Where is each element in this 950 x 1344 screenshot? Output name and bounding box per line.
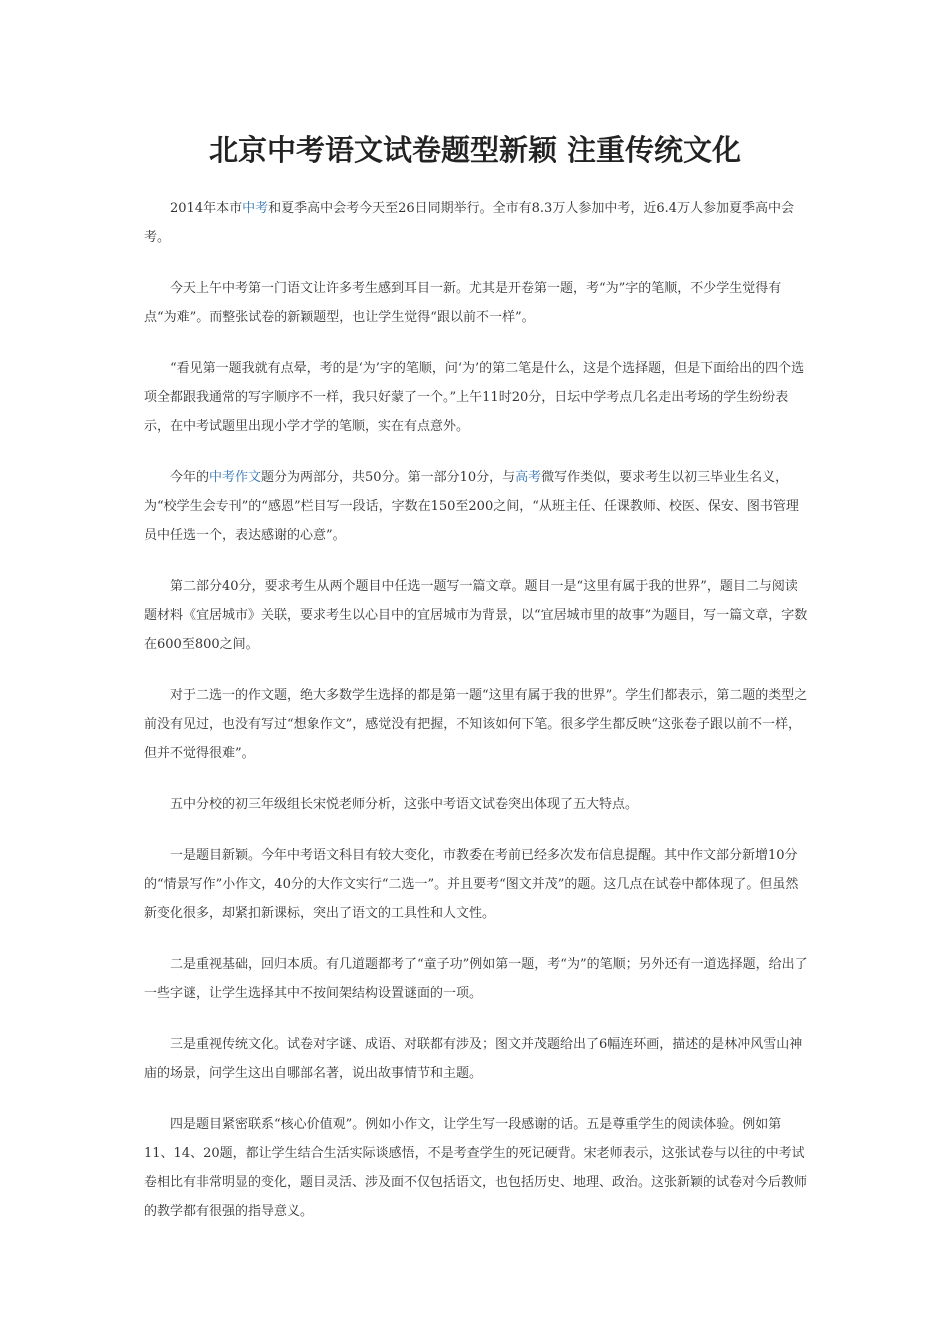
paragraph-4-text-b: 题分为两部分，共50分。第一部分10分，与 <box>261 470 516 485</box>
paragraph-1-text-b: 和夏季高中会考今天至26日同期举行。全市有8.3万人参加中考，近6.4万人参加夏季高中会考。 <box>144 201 795 245</box>
paragraph-4-text-c: 微写作类似，要求考生以初三毕业生名义，为“校学生会专刊”的“感恩”栏目写一段话，字数在150至200之间，“从班主任、任课教师、校医、保安、图书管理员中任选一个，表达感谢的心意”。 <box>144 470 799 543</box>
link-zhongkao[interactable]: 中考 <box>242 201 269 216</box>
paragraph-9: 二是重视基础，回归本质。有几道题都考了“童子功”例如第一题，考“为”的笔顺；另外还有一道选择题，给出了一些字谜，让学生选择其中不按间架结构设置谜面的一项。 <box>144 957 808 1001</box>
paragraph-10: 三是重视传统文化。试卷对字谜、成语、对联都有涉及；图文并茂题给出了6幅连环画，描述的是林冲风雪山神庙的场景，问学生这出自哪部名著，说出故事情节和主题。 <box>144 1037 803 1081</box>
paragraph-5: 第二部分40分，要求考生从两个题目中任选一题写一篇文章。题目一是“这里有属于我的世界”，题目二与阅读题材料《宜居城市》关联，要求考生以心目中的宜居城市为背景，以“宜居城市里的故事”为题目，写一篇文章，字数在600至800之间。 <box>144 579 808 652</box>
paragraph-11: 四是题目紧密联系“核心价值观”。例如小作文，让学生写一段感谢的话。五是尊重学生的阅读体验。例如第11、14、20题，都让学生结合生活实际谈感悟，不是考查学生的死记硬背。宋老师表示，这张试卷与以往的中考试卷相比有非常明显的变化，题目灵活、涉及面不仅包括语文，也包括历史、地理、政治。这张新颖的试卷对今后教师的教学都有很强的指导意义。 <box>144 1117 808 1219</box>
paragraph-6: 对于二选一的作文题，绝大多数学生选择的都是第一题“这里有属于我的世界”。学生们都表示，第二题的类型之前没有见过，也没有写过“想象作文”，感觉没有把握，不知该如何下笔。很多学生都反映“这张卷子跟以前不一样，但并不觉得很难”。 <box>144 688 808 761</box>
paragraph-2: 今天上午中考第一门语文让许多考生感到耳目一新。尤其是开卷第一题，考“为”字的笔顺，不少学生觉得有点“为难”。而整张试卷的新颖题型，也让学生觉得“跟以前不一样”。 <box>144 281 782 325</box>
paragraph-4 <box>144 463 810 550</box>
paragraph-3: “看见第一题我就有点晕，考的是‘为’字的笔顺，问‘为’的第二笔是什么，这是个选择题，但是下面给出的四个选项全都跟我通常的写字顺序不一样，我只好蒙了一个。”上午11时20分，日坛中学考点几名走出考场的学生纷纷表示，在中考试题里出现小学才学的笔顺，实在有点意外。 <box>144 361 805 434</box>
article-body <box>144 194 810 1248</box>
paragraph-1 <box>144 194 810 252</box>
link-gaokao[interactable]: 高考 <box>515 470 542 485</box>
article-title: 北京中考语文试卷题型新颖 注重传统文化 <box>208 133 742 167</box>
paragraph-4-text-a: 今年的 <box>170 470 210 485</box>
paragraph-7: 五中分校的初三年级组长宋悦老师分析，这张中考语文试卷突出体现了五大特点。 <box>170 797 639 812</box>
paragraph-8: 一是题目新颖。今年中考语文科目有较大变化，市教委在考前已经多次发布信息提醒。其中作文部分新增10分的“情景写作”小作文，40分的大作文实行“二选一”。并且要考“图文并茂”的题。这几点在试卷中都体现了。但虽然新变化很多，却紧扣新课标，突出了语文的工具性和人文性。 <box>144 848 799 921</box>
paragraph-1-text-a: 2014年本市 <box>170 201 243 216</box>
link-zhongkao-zuowen[interactable]: 中考作文 <box>209 470 262 485</box>
